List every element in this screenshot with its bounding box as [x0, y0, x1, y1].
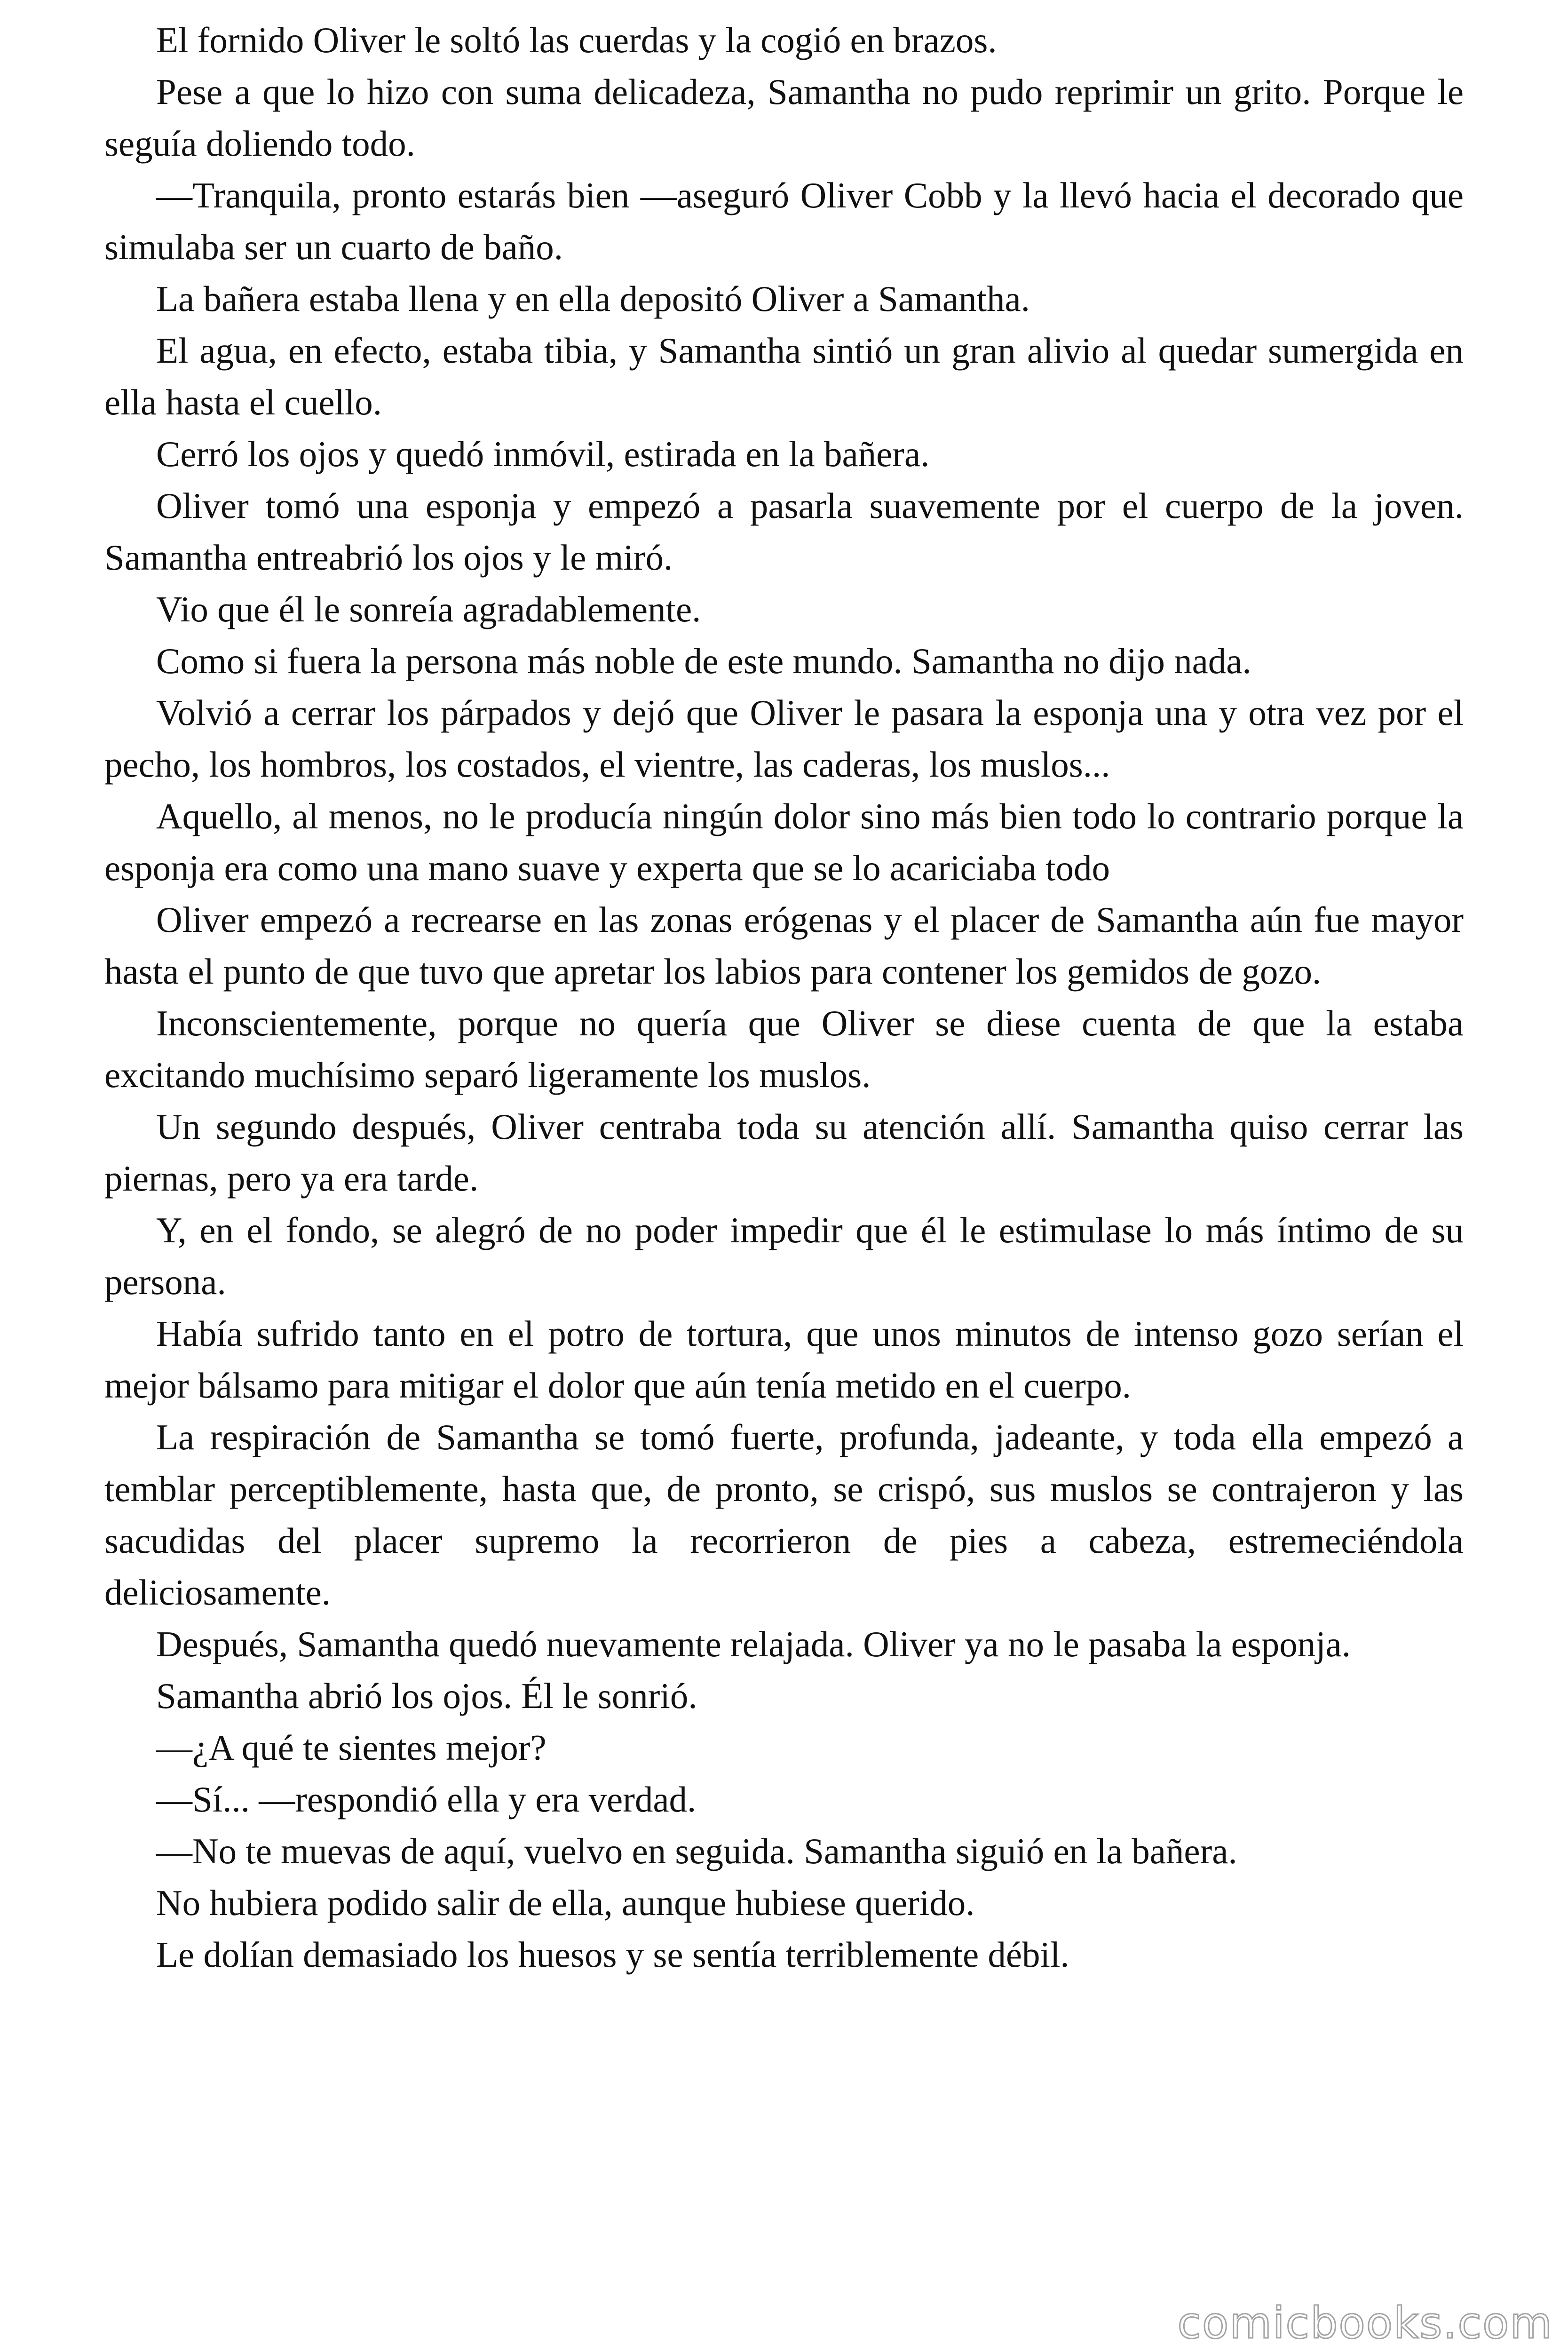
- watermark: comicbooks.com: [1177, 2298, 1553, 2348]
- paragraph: Un segundo después, Oliver centraba toda su atención allí. Samantha quiso cerrar las piernas, pero ya era tarde.: [104, 1106, 1464, 1199]
- paragraph: Como si fuera la persona más noble de este mundo. Samantha no dijo nada.: [156, 641, 1251, 681]
- paragraph: —Sí... —respondió ella y era verdad.: [156, 1779, 697, 1820]
- paragraph: Después, Samantha quedó nuevamente relajada. Oliver ya no le pasaba la esponja.: [156, 1624, 1351, 1664]
- paragraph: El agua, en efecto, estaba tibia, y Samantha sintió un gran alivio al quedar sumergida en ella hasta el cuello.: [104, 330, 1464, 422]
- paragraph: Aquello, al menos, no le producía ningún dolor sino más bien todo lo contrario porque la esponja era como una mano suave y experta que se lo acariciaba todo: [104, 796, 1464, 888]
- paragraph: —¿A qué te sientes mejor?: [156, 1727, 546, 1768]
- paragraph: Samantha abrió los ojos. Él le sonrió.: [156, 1676, 697, 1716]
- paragraph: —Tranquila, pronto estarás bien —aseguró Oliver Cobb y la llevó hacia el decorado que simulaba ser un cuarto de baño.: [104, 175, 1464, 267]
- paragraph: Y, en el fondo, se alegró de no poder impedir que él le estimulase lo más íntimo de su persona.: [104, 1210, 1464, 1302]
- page-text: [104, 14, 1464, 1980]
- paragraph: Inconscientemente, porque no quería que Oliver se diese cuenta de que la estaba excitando muchísimo separó ligeramente los muslos.: [104, 1003, 1464, 1095]
- paragraph: Vio que él le sonreía agradablemente.: [156, 589, 701, 629]
- paragraph: Le dolían demasiado los huesos y se sentía terriblemente débil.: [156, 1934, 1069, 1975]
- paragraph: Oliver empezó a recrearse en las zonas erógenas y el placer de Samantha aún fue mayor hasta el punto de que tuvo que apretar los labios para contener los gemidos de gozo.: [104, 899, 1464, 992]
- paragraph: Pese a que lo hizo con suma delicadeza, Samantha no pudo reprimir un grito. Porque le seguía doliendo todo.: [104, 72, 1464, 164]
- paragraph: No hubiera podido salir de ella, aunque hubiese querido.: [156, 1883, 975, 1923]
- paragraph: Volvió a cerrar los párpados y dejó que Oliver le pasara la esponja una y otra vez por el pecho, los hombros, los costados, el vientre, las caderas, los muslos...: [104, 692, 1464, 785]
- paragraph: Cerró los ojos y quedó inmóvil, estirada en la bañera.: [156, 434, 930, 474]
- paragraph: La respiración de Samantha se tomó fuerte, profunda, jadeante, y toda ella empezó a temblar perceptiblemente, hasta que, de pronto, se crispó, sus muslos se contrajeron y las sacudidas del placer supremo la recorrieron de pies a cabeza, estremeciéndola deliciosamente.: [104, 1417, 1464, 1613]
- paragraph: El fornido Oliver le soltó las cuerdas y la cogió en brazos.: [156, 20, 997, 60]
- paragraph: Había sufrido tanto en el potro de tortura, que unos minutos de intenso gozo serían el mejor bálsamo para mitigar el dolor que aún tenía metido en el cuerpo.: [104, 1313, 1464, 1406]
- paragraph: Oliver tomó una esponja y empezó a pasarla suavemente por el cuerpo de la joven. Samantha entreabrió los ojos y le miró.: [104, 485, 1464, 578]
- paragraph: La bañera estaba llena y en ella depositó Oliver a Samantha.: [156, 278, 1030, 319]
- paragraph: —No te muevas de aquí, vuelvo en seguida. Samantha siguió en la bañera.: [156, 1831, 1237, 1871]
